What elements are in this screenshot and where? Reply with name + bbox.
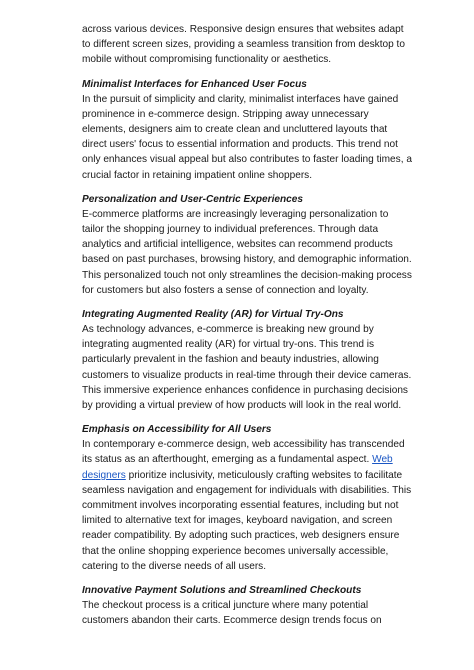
web-designers-link[interactable]: Web designers [82,454,393,481]
section-body-augmented-reality: As technology advances, e-commerce is breaking new ground by integrating augmented reality (AR) for virtual try-ons. This trend is particularly prevalent in the fashion and beauty industries, allowing customers to visualize products in real-time through their device cameras. This immersive experience enhances confidence in purchasing decisions by providing a virtual preview of how products will look in the real world. [82,324,412,412]
accessibility-text-before-link: In contemporary e-commerce design, web accessibility has transcended its status as an afterthought, emerging as a fundamental aspect. [82,439,405,466]
section-heading-minimalist: Minimalist Interfaces for Enhanced User Focus [82,78,307,90]
section-heading-personalization: Personalization and User-Centric Experiences [82,193,304,205]
intro-paragraph: across various devices. Responsive design ensures that websites adapt to different screen sizes, providing a seamless transition from desktop to mobile without compromising functionality or aesthetics. [82,24,405,66]
accessibility-text-after-link: prioritize inclusivity, meticulously crafting websites to facilitate seamless navigation and engagement for individuals with disabilities. This commitment involves incorporating essential features, including but not limited to alternative text for images, keyboard navigation, and screen reader compatibility. By adopting such practices, web designers ensure that the online shopping experience becomes universally accessible, catering to the diverse needs of all users. [82,469,412,572]
section-body-payment: The checkout process is a critical juncture where many potential customers abandon their carts. Ecommerce design trends focus on [82,600,382,627]
document-page [82,22,412,629]
section-heading-augmented-reality: Integrating Augmented Reality (AR) for Virtual Try-Ons [82,309,344,321]
section-heading-accessibility: Emphasis on Accessibility for All Users [82,424,272,436]
section-body-personalization: E-commerce platforms are increasingly leveraging personalization to tailor the shopping journey to individual preferences. Through data analytics and artificial intelligence, websites can recommend products based on past purchases, browsing history, and demographic information. This personalized touch not only streamlines the decision-making process for customers but also fosters a sense of connection and loyalty. [82,208,412,296]
section-body-accessibility [82,437,412,574]
section-body-minimalist: In the pursuit of simplicity and clarity, minimalist interfaces have gained prominence in e-commerce design. Stripping away unnecessary elements, designers aim to create clean and uncluttered layouts that direct users' focus to essential information and products. This trend not only enhances visual appeal but also contributes to faster loading times, a crucial factor in retaining impatient online shoppers. [82,93,412,181]
section-heading-payment: Innovative Payment Solutions and Streamlined Checkouts [82,585,362,597]
